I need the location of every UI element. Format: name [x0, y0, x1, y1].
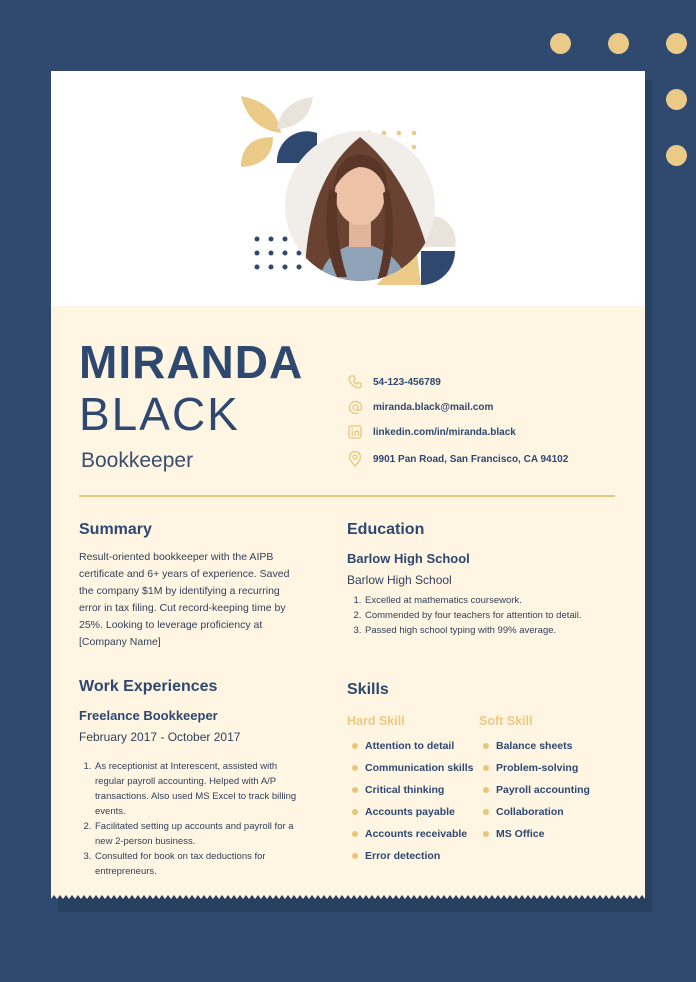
contact-phone [347, 372, 627, 392]
skill-label: Communication skills [365, 762, 474, 774]
list-item [352, 757, 474, 779]
contact-linkedin [347, 422, 627, 442]
skill-label: Balance sheets [496, 740, 573, 752]
contact-address-value: 9901 Pan Road, San Francisco, CA 94102 [373, 453, 569, 465]
summary-heading: Summary [79, 521, 152, 538]
list-item [483, 779, 590, 801]
location-pin-icon [347, 451, 363, 467]
decorative-dot [608, 33, 629, 54]
list-item: 1. Excelled at mathematics coursework. [364, 593, 584, 608]
contact-address [347, 449, 627, 469]
bullet-icon [483, 831, 489, 837]
job-title: Bookkeeper [81, 449, 194, 472]
list-item [483, 757, 590, 779]
bullet-icon [352, 809, 358, 815]
zigzag-edge [51, 892, 645, 899]
soft-skill-list [483, 735, 590, 845]
skill-label: Accounts payable [365, 806, 455, 818]
contact-linkedin-value: linkedin.com/in/miranda.black [373, 426, 516, 438]
bullet-icon [483, 809, 489, 815]
list-item [352, 801, 474, 823]
work-dates: February 2017 - October 2017 [79, 730, 241, 744]
hard-skill-heading: Hard Skill [347, 714, 405, 728]
first-name: MIRANDA [79, 336, 304, 388]
work-heading: Work Experiences [79, 678, 218, 695]
education-subtitle: Barlow High School [347, 573, 452, 587]
education-school: Barlow High School [347, 551, 470, 566]
bullet-icon [352, 831, 358, 837]
work-list [79, 759, 304, 879]
skill-label: Attention to detail [365, 740, 455, 752]
decorative-dot [666, 89, 687, 110]
skill-label: MS Office [496, 828, 545, 840]
list-item [483, 801, 590, 823]
bullet-icon [352, 743, 358, 749]
phone-icon [347, 374, 363, 390]
bullet-icon [483, 743, 489, 749]
at-sign-icon [347, 399, 363, 415]
list-item: 3. Consulted for book on tax deductions for entrepreneurs. [94, 849, 304, 879]
divider [79, 495, 615, 497]
contact-email [347, 397, 627, 417]
decorative-dot [666, 145, 687, 166]
linkedin-icon [347, 424, 363, 440]
list-item [352, 735, 474, 757]
list-item [483, 735, 590, 757]
resume-sheet [51, 71, 645, 899]
skill-label: Critical thinking [365, 784, 445, 796]
skill-label: Collaboration [496, 806, 564, 818]
bullet-icon [352, 765, 358, 771]
decorative-dot [550, 33, 571, 54]
work-title: Freelance Bookkeeper [79, 708, 218, 723]
bullet-icon [352, 787, 358, 793]
list-item [352, 823, 474, 845]
list-item: 1. As receptionist at Interescent, assisted with regular payroll accounting. Helped with A/P transactions. Also used MS Excel to track billing events. [94, 759, 304, 819]
list-item: 3. Passed high school typing with 99% average. [364, 623, 584, 638]
last-name: BLACK [79, 388, 240, 440]
contact-email-value: miranda.black@mail.com [373, 401, 494, 413]
skill-label: Error detection [365, 850, 441, 862]
bullet-icon [483, 787, 489, 793]
education-heading: Education [347, 521, 425, 538]
education-list [349, 593, 584, 638]
skill-label: Payroll accounting [496, 784, 590, 796]
decorative-dot [666, 33, 687, 54]
list-item [352, 845, 474, 867]
list-item: 2. Facilitated setting up accounts and payroll for a new 2-person business. [94, 819, 304, 849]
hard-skill-list [352, 735, 474, 867]
contact-phone-value: 54-123-456789 [373, 376, 441, 388]
list-item [352, 779, 474, 801]
bullet-icon [352, 853, 358, 859]
summary-text: Result-oriented bookkeeper with the AIPB certificate and 6+ years of experience. Saved the company $1M by identifying a recurring error in tax filing. Cut record-keeping time by 25%. Looking to leverage proficiency at [Company Name] [79, 551, 290, 648]
list-item [483, 823, 590, 845]
soft-skill-heading: Soft Skill [479, 714, 533, 728]
skill-label: Accounts receivable [365, 828, 468, 840]
bullet-icon [483, 765, 489, 771]
list-item: 2. Commended by four teachers for attention to detail. [364, 608, 584, 623]
skills-heading: Skills [347, 681, 389, 698]
skill-label: Problem-solving [496, 762, 579, 774]
profile-photo [285, 131, 435, 281]
